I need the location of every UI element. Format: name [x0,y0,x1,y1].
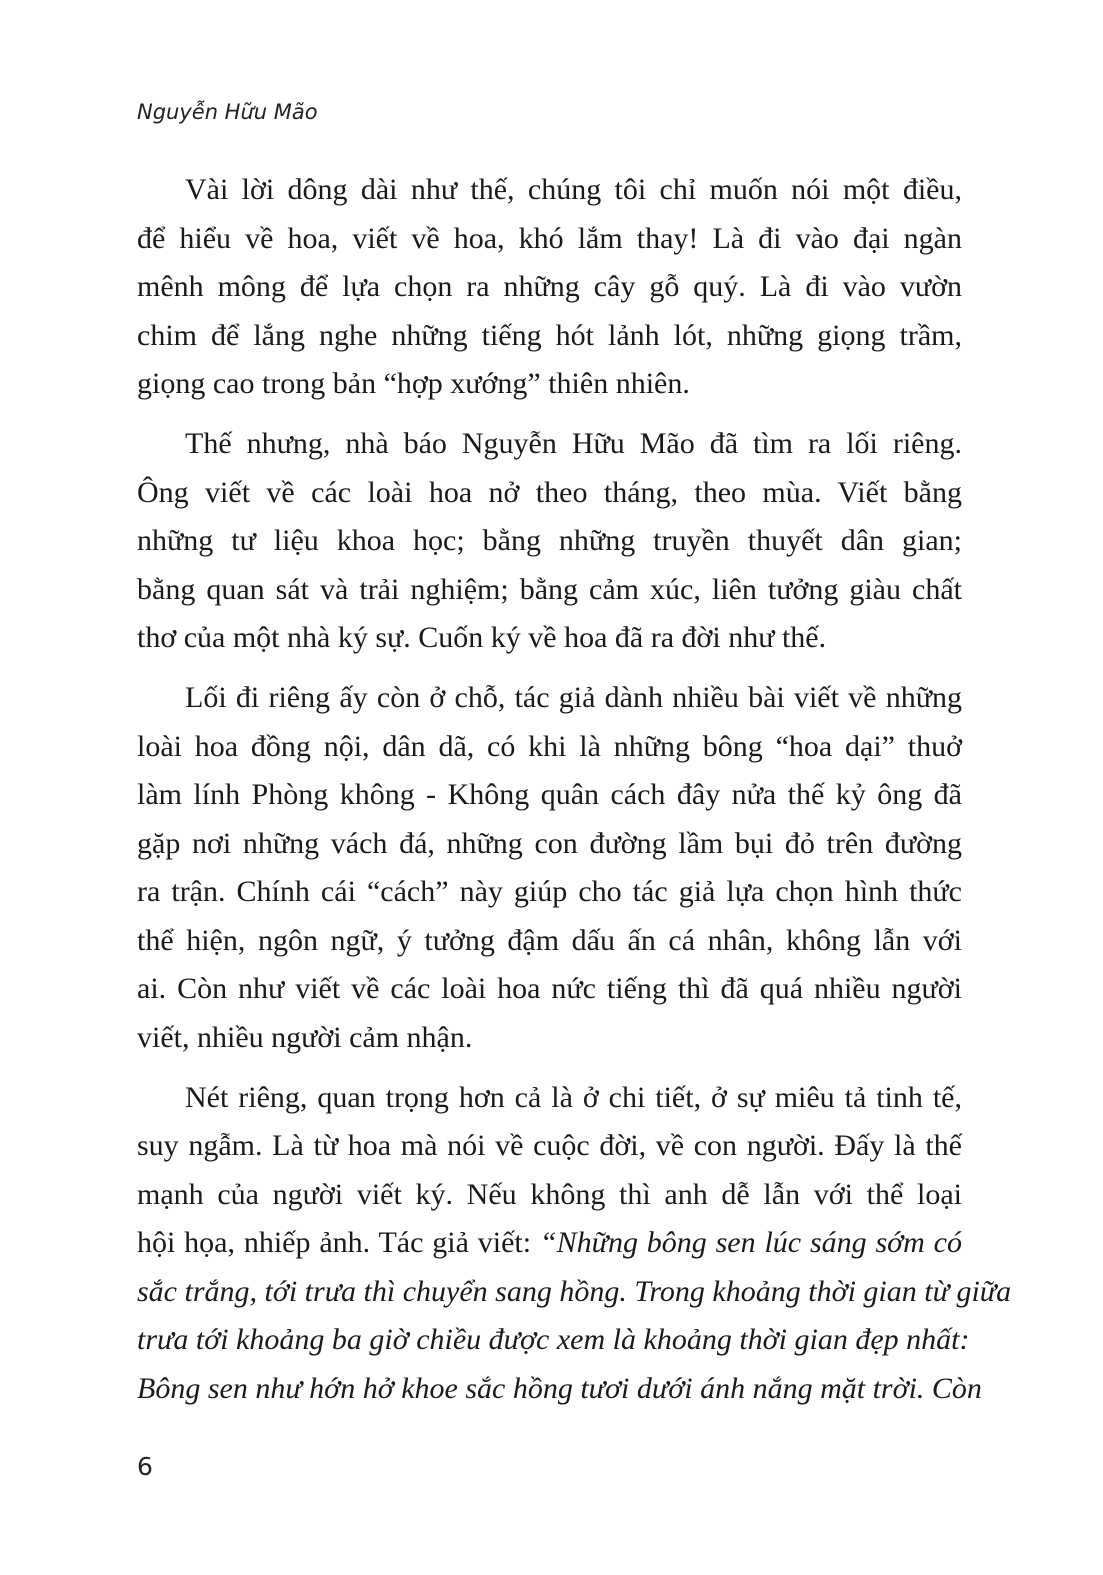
text-segment: ra trận. Chính cái “cách” này giúp cho tác giả lựa chọn hình thức [137,875,962,908]
text-segment: ai. Còn như viết về các loài hoa nức tiếng thì đã quá nhiều người [137,972,962,1005]
text-segment: gặp nơi những vách đá, những con đường lầm bụi đỏ trên đường [137,826,962,860]
text-line [137,360,962,409]
text-line [137,723,962,772]
text-segment: làm lính Phòng không - Không quân cách đây nửa thế kỷ ông đã [137,778,962,811]
paragraph [137,674,962,1062]
text-line [137,1014,962,1063]
paragraph [137,420,962,663]
text-line [137,517,962,566]
text-segment: Nét riêng, quan trọng hơn cả là ở chi tiết, ở sự miêu tả tinh tế, [185,1080,962,1114]
text-line [137,263,962,312]
text-segment: mênh mông để lựa chọn ra những cây gỗ quý. Là đi vào vườn [137,270,962,303]
text-segment: những tư liệu khoa học; bằng những truyền thuyết dân gian; [137,524,962,557]
text-segment: Ông viết về các loài hoa nở theo tháng, theo mùa. Viết bằng [137,475,962,509]
text-line [137,1074,962,1123]
text-segment: thơ của một nhà ký sự. Cuốn ký về hoa đã ra đời như thế. [137,621,827,654]
text-segment: suy ngẫm. Là từ hoa mà nói về cuộc đời, về con người. Đấy là thế [137,1129,962,1162]
running-header-author: Nguyễn Hữu Mão [137,100,318,124]
text-line [137,614,962,663]
text-segment: hội họa, nhiếp ảnh. Tác giả viết: [137,1226,540,1259]
text-line [137,312,962,361]
text-segment: loài hoa đồng nội, dân dã, có khi là những bông “hoa dại” thuở [137,729,962,763]
paragraph [137,166,962,409]
italic-quote-text: sắc trắng, tới trưa thì chuyển sang hồng. Trong khoảng thời gian từ giữa [137,1274,1012,1308]
text-line [137,1316,970,1365]
text-line [137,166,962,215]
text-line [137,820,962,869]
paragraph [137,1074,1012,1414]
italic-quote-text: Bông sen như hớn hở khoe sắc hồng tươi dưới ánh nắng mặt trời. Còn [137,1371,982,1405]
text-line [137,868,962,917]
text-line [137,917,962,966]
text-segment: bằng quan sát và trải nghiệm; bằng cảm xúc, liên tưởng giàu chất [137,572,962,606]
text-line [137,1171,962,1220]
text-segment: Thế nhưng, nhà báo Nguyễn Hữu Mão đã tìm ra lối riêng. [185,427,962,460]
text-line [137,566,962,615]
text-line [137,674,962,723]
text-segment: viết, nhiều người cảm nhận. [137,1020,473,1054]
text-line [137,1365,982,1414]
italic-quote-text: trưa tới khoảng ba giờ chiều được xem là khoảng thời gian đẹp nhất: [137,1323,970,1356]
text-line [137,420,962,469]
text-segment: thể hiện, ngôn ngữ, ý tưởng đậm dấu ấn cá nhân, không lẫn với [137,923,962,957]
text-segment: để hiểu về hoa, viết về hoa, khó lắm thay! Là đi vào đại ngàn [137,221,962,255]
text-line [137,771,962,820]
text-line [137,1219,962,1268]
page-body-text [137,166,1012,1425]
text-line [137,469,962,518]
text-segment: giọng cao trong bản “hợp xướng” thiên nhiên. [137,367,690,400]
text-segment: Lối đi riêng ấy còn ở chỗ, tác giả dành nhiều bài viết về những [185,681,962,714]
text-segment: chim để lắng nghe những tiếng hót lảnh lót, những giọng trầm, [137,318,962,352]
text-line [137,1268,1012,1317]
text-segment: mạnh của người viết ký. Nếu không thì anh dễ lẫn với thể loại [137,1177,962,1211]
text-line [137,1122,962,1171]
text-segment: Vài lời dông dài như thế, chúng tôi chỉ muốn nói một điều, [185,173,962,206]
italic-quote-text: “Những bông sen lúc sáng sớm có [539,1226,962,1259]
text-line [137,965,962,1014]
text-line [137,215,962,264]
page-number: 6 [137,1452,153,1481]
